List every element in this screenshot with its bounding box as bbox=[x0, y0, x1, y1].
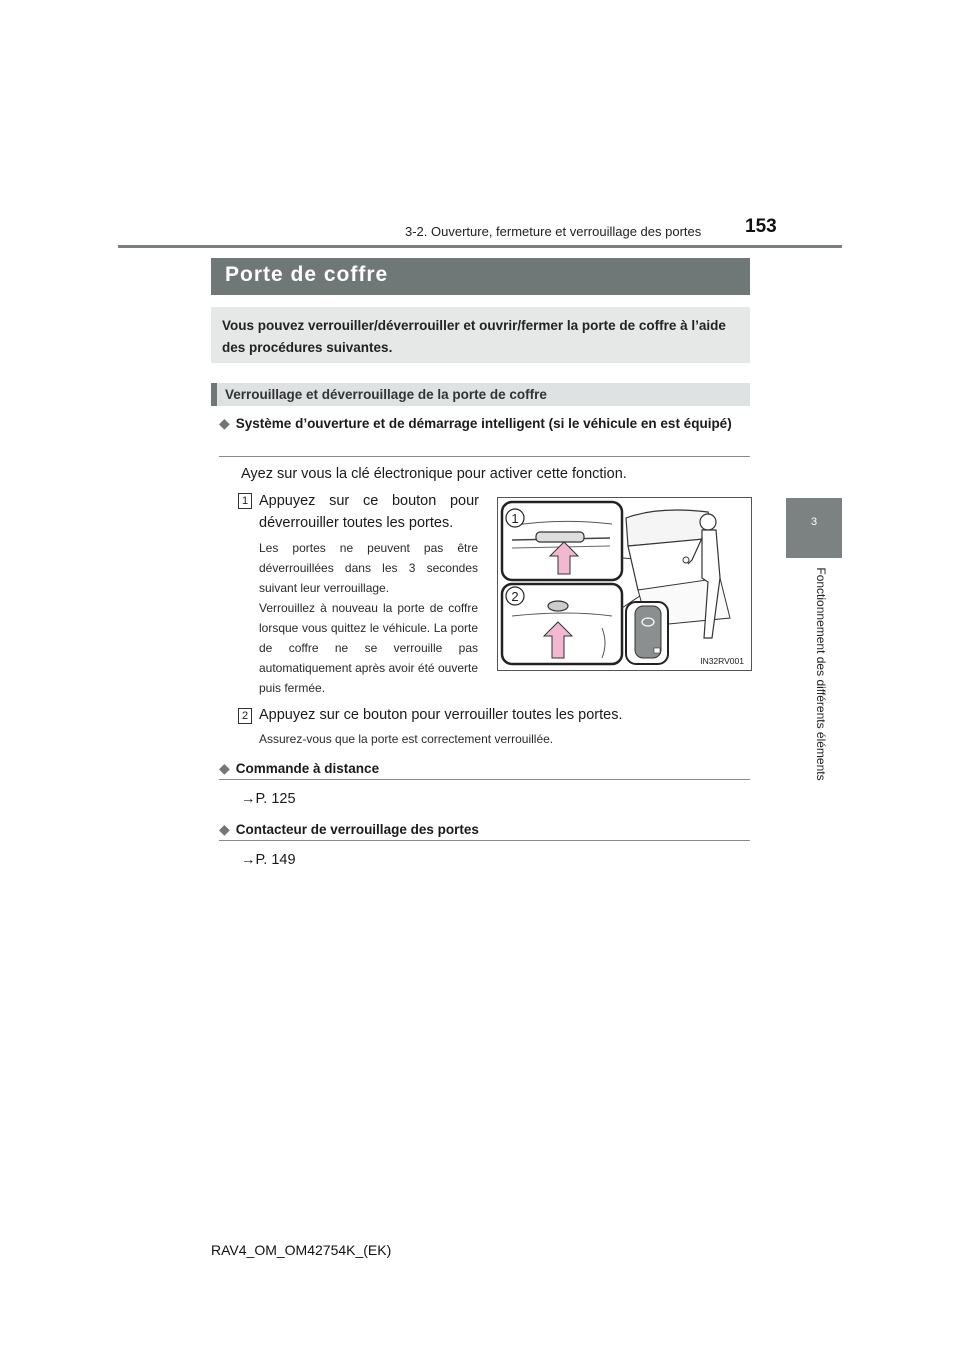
callout-label-1: 1 bbox=[511, 511, 519, 526]
step2-text: Appuyez sur ce bouton pour verrouiller toutes les portes. bbox=[259, 707, 623, 723]
step1-note1: Les portes ne peuvent pas être déverrouillées dans les 3 secondes suivant leur verrouillage. bbox=[259, 541, 478, 595]
section2-heading-block bbox=[219, 758, 750, 779]
figure-code: IN32RV001 bbox=[700, 656, 744, 666]
section2-page-ref[interactable]: →P. 125 bbox=[241, 791, 296, 807]
lock-button-shape bbox=[548, 601, 568, 611]
section1-lead: Ayez sur vous la clé électronique pour activer cette fonction. bbox=[241, 466, 627, 482]
section3-rule bbox=[219, 840, 750, 841]
diamond-bullet-icon: ◆ bbox=[219, 415, 230, 431]
manual-code-footer: RAV4_OM_OM42754K_(EK) bbox=[211, 1242, 392, 1258]
page-title-bar bbox=[211, 258, 750, 295]
subheader-bar bbox=[211, 383, 750, 406]
page-number: 153 bbox=[745, 216, 777, 237]
tailgate-illustration bbox=[497, 497, 752, 671]
section2-rule bbox=[219, 779, 750, 780]
step1-number: 1 bbox=[238, 491, 252, 509]
section1-rule bbox=[219, 456, 750, 457]
section3-heading: Contacteur de verrouillage des portes bbox=[235, 822, 479, 837]
tailgate-illustration-svg bbox=[498, 498, 751, 670]
step1-text: Appuyez sur ce bouton pour déverrouiller toutes les portes. bbox=[259, 493, 479, 531]
section3-page-ref[interactable]: →P. 149 bbox=[241, 852, 296, 868]
intro-text: Vous pouvez verrouiller/déverrouiller et ouvrir/fermer la porte de coffre à l’aide des procédures suivantes. bbox=[222, 318, 726, 355]
diamond-bullet-icon: ◆ bbox=[219, 760, 230, 776]
subheader-text: Verrouillage et déverrouillage de la porte de coffre bbox=[225, 387, 547, 402]
callout-label-2: 2 bbox=[511, 589, 519, 604]
page-title: Porte de coffre bbox=[225, 263, 389, 286]
step2-number: 2 bbox=[238, 706, 252, 724]
step1-note2: Verrouillez à nouveau la porte de coffre lorsque vous quittez le véhicule. La porte de coffre ne se verrouille pas automatiquement après avoir été ouverte puis fermée. bbox=[259, 601, 478, 695]
chapter-title-vertical: Fonctionnement des différents éléments bbox=[814, 567, 828, 781]
person-head bbox=[700, 514, 716, 530]
intro-box bbox=[211, 307, 750, 363]
chapter-tab[interactable] bbox=[786, 498, 842, 558]
subheader-accent bbox=[211, 383, 217, 406]
section1-heading: Système d’ouverture et de démarrage intelligent (si le véhicule en est équipé) bbox=[235, 416, 732, 431]
section-breadcrumb: 3-2. Ouverture, fermeture et verrouillage des portes bbox=[405, 224, 702, 239]
step2-note: Assurez-vous que la porte est correctement verrouillée. bbox=[259, 732, 554, 746]
chapter-number: 3 bbox=[810, 516, 818, 528]
header-divider bbox=[118, 245, 842, 248]
section3-heading-block bbox=[219, 819, 750, 840]
diamond-bullet-icon: ◆ bbox=[219, 821, 230, 837]
unlock-button-shape bbox=[536, 532, 584, 542]
section1-heading-block bbox=[219, 413, 750, 434]
section2-heading: Commande à distance bbox=[235, 761, 380, 776]
